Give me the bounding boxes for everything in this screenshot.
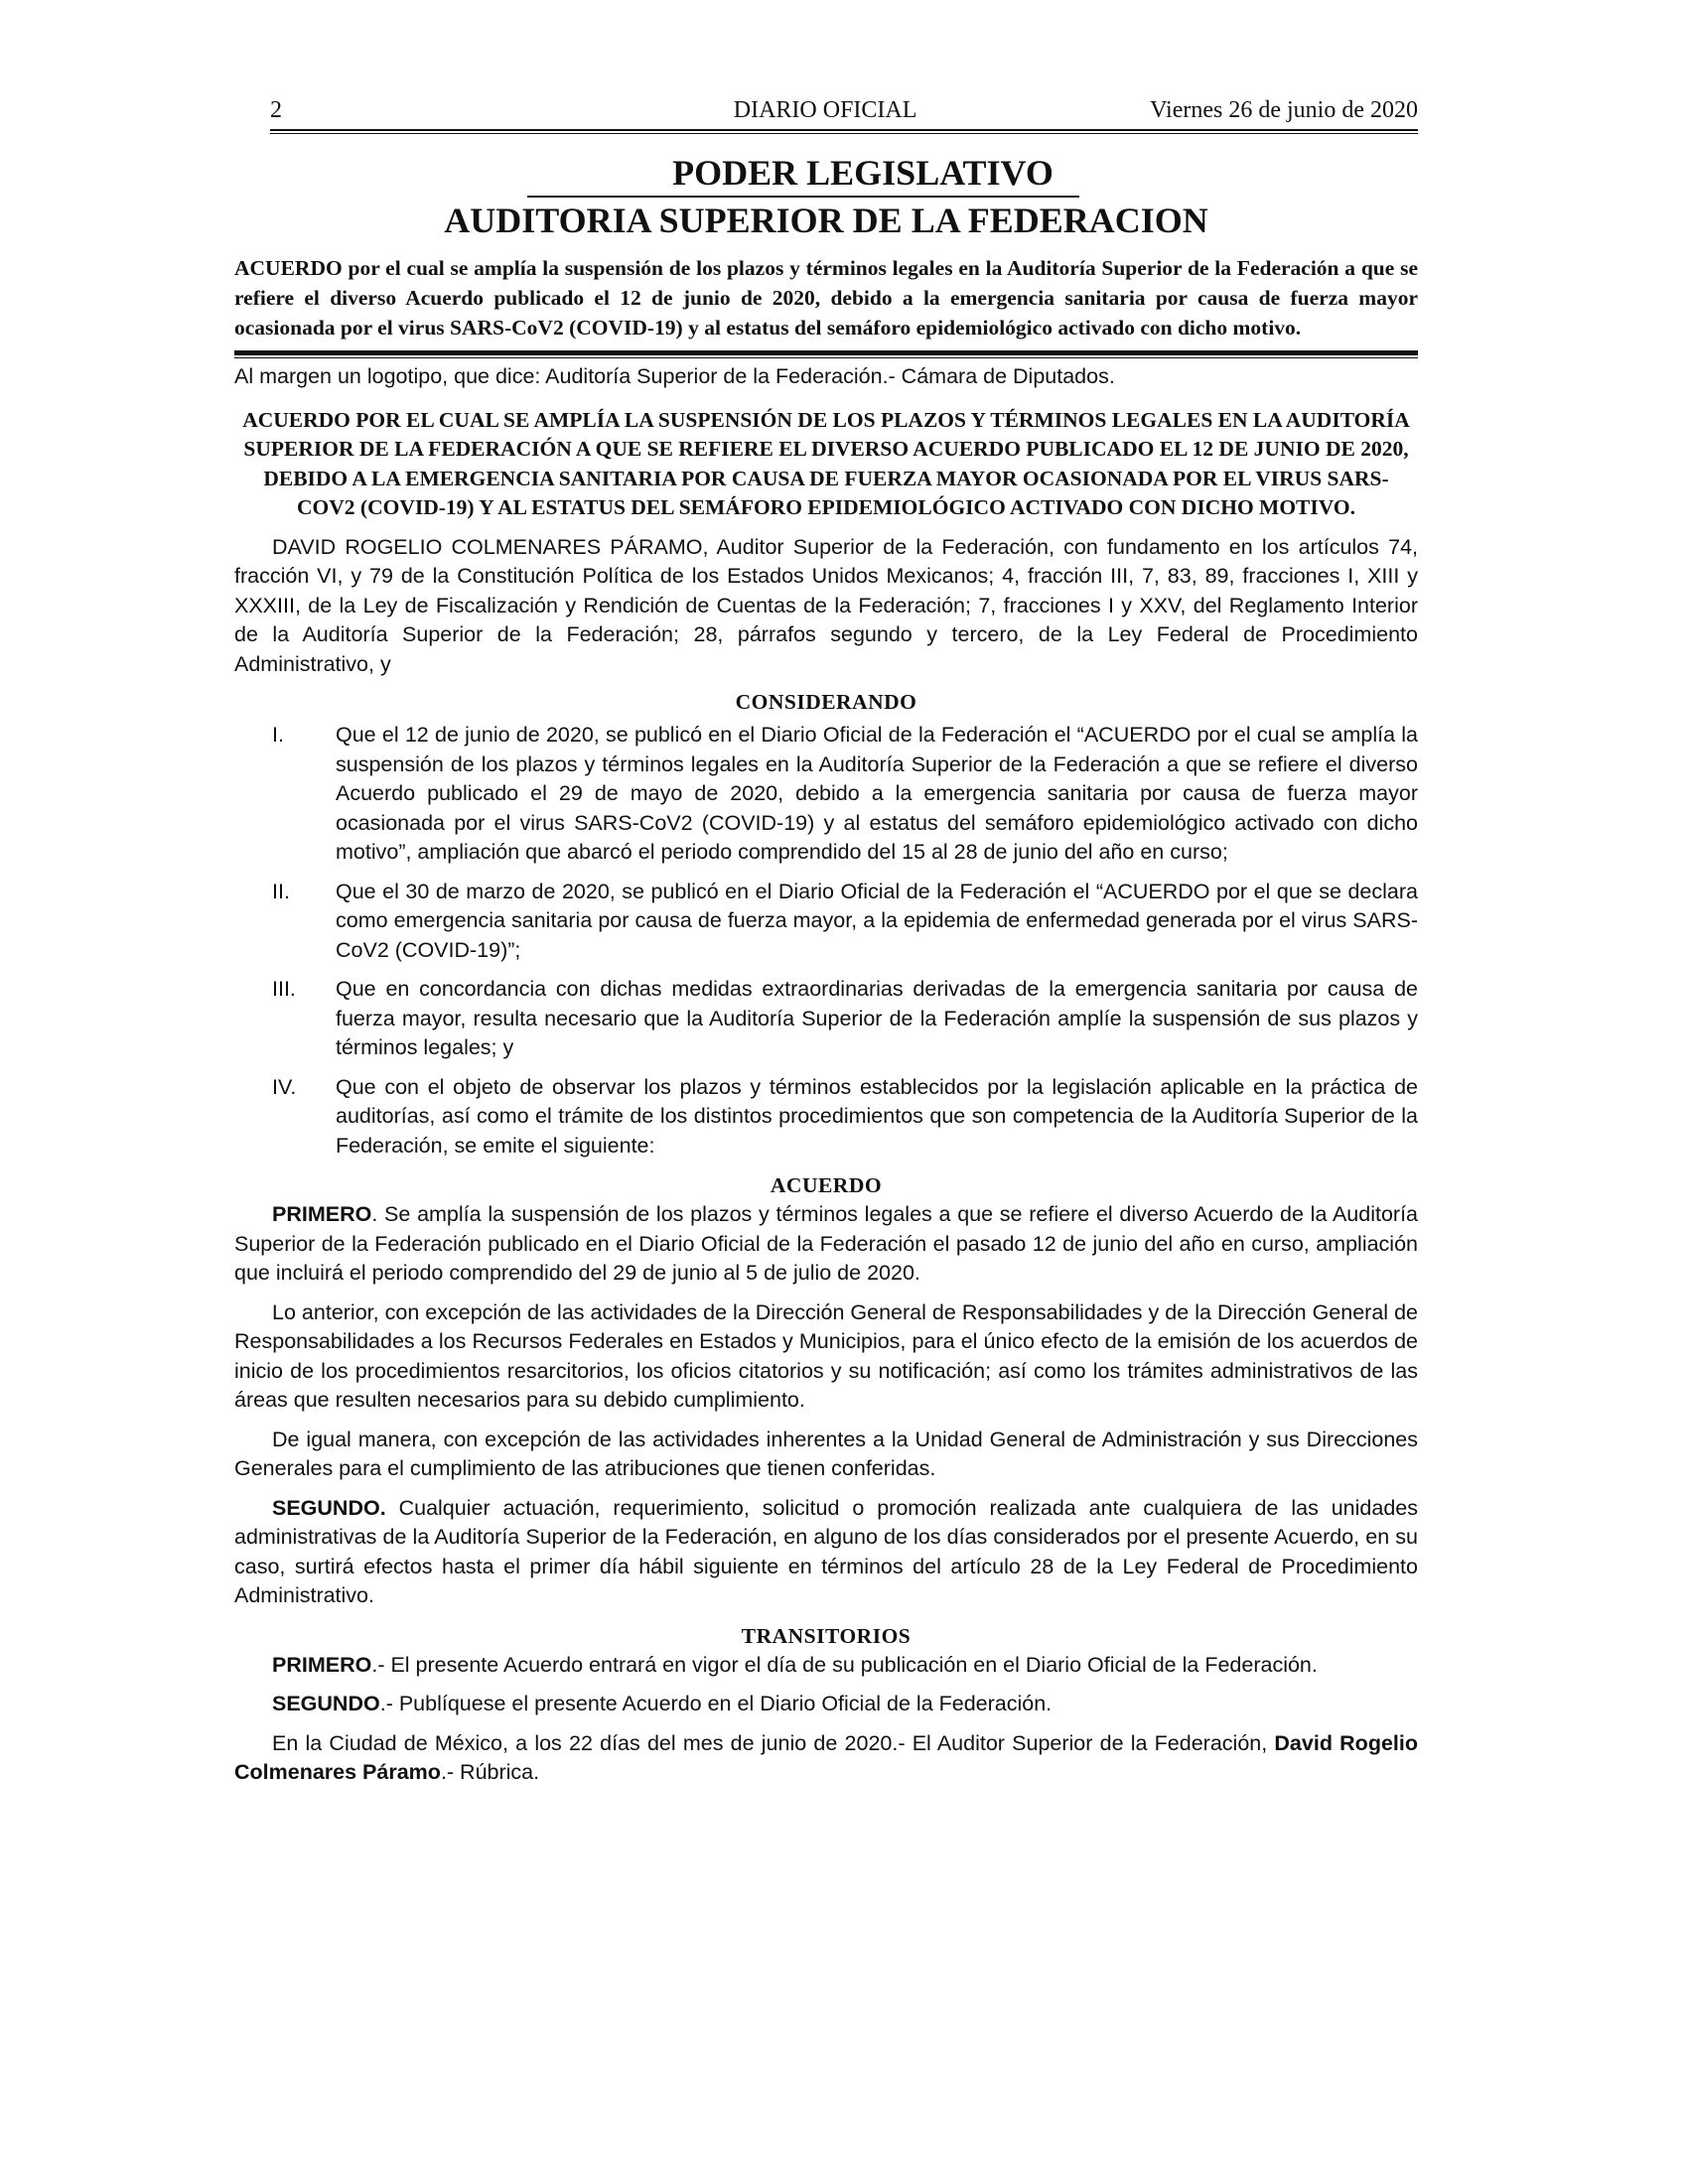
acuerdo-primero-text: . Se amplía la suspensión de los plazos y términos legales a que se refiere el diverso Acuerdo de la Auditoría Superior de la Federación publicado en el Diario Oficial de la Federación el pasado 12 de junio del año en curso, ampliación que incluirá el periodo comprendido del 29 de junio al 5 de julio de 2020. <box>234 1202 1418 1285</box>
list-item-text: Que el 12 de junio de 2020, se publicó en el Diario Oficial de la Federación el “ACUERDO por el cual se amplía la suspensión de los plazos y términos legales en la Auditoría Superior de la Federación a que se refiere el diverso Acuerdo publicado el 29 de mayo de 2020, debido a la emergencia sanitaria por causa de fuerza mayor ocasionada por el virus SARS-CoV2 (COVID-19) y al estatus del semáforo epidemiológico activado con dicho motivo”, ampliación que abarcó el periodo comprendido del 15 al 28 de junio del año en curso; <box>336 723 1418 864</box>
closing-suffix: .- Rúbrica. <box>440 1760 540 1784</box>
page-number: 2 <box>270 97 282 123</box>
acuerdo-segundo-text: Cualquier actuación, requerimiento, solicitud o promoción realizada ante cualquiera de las unidades administrativas de la Auditoría Superior de la Federación, en alguno de los días considerados por el presente Acuerdo, en su caso, surtirá efectos hasta el primer día hábil siguiente en términos del artículo 28 de la Ley Federal de Procedimiento Administrativo. <box>234 1495 1418 1607</box>
preamble-paragraph: DAVID ROGELIO COLMENARES PÁRAMO, Auditor Superior de la Federación, con fundamento en los artículos 74, fracción VI, y 79 de la Constitución Política de los Estados Unidos Mexicanos; 4, fracción III, 7, 83, 89, fracciones I, XIII y XXXIII, de la Ley de Fiscalización y Rendición de Cuentas de la Federación; 7, fracciones I y XXV, del Reglamento Interior de la Auditoría Superior de la Federación; 28, párrafos segundo y tercero, de la Ley Federal de Procedimiento Administrativo, y <box>234 534 1418 676</box>
document-page <box>234 95 1418 1788</box>
list-item-text: Que con el objeto de observar los plazos y términos establecidos por la legislación aplicable en la práctica de auditorías, así como el trámite de los distintos procedimientos que son competencia de la Auditoría Superior de la Federación, se emite el siguiente: <box>336 1074 1418 1158</box>
list-item-number: I. <box>272 723 284 747</box>
considerando-heading: CONSIDERANDO <box>735 690 917 714</box>
list-item-number: IV. <box>272 1074 297 1099</box>
acuerdo-paragraph-2: Lo anterior, con excepción de las actividades de la Dirección General de Responsabilidades y de la Dirección General de Responsabilidades a los Recursos Federales en Estados y Municipios, para el único efecto de la emisión de los acuerdos de inicio de los procedimientos resarcitorios, los oficios citatorios y su notificación; así como los trámites administrativos de las áreas que resulten necesarios para su debido cumplimiento. <box>234 1299 1418 1412</box>
entity-title: AUDITORIA SUPERIOR DE LA FEDERACION <box>444 201 1208 240</box>
list-item-text: Que el 30 de marzo de 2020, se publicó en el Diario Oficial de la Federación el “ACUERDO por el que se declara como emergencia sanitaria por causa de fuerza mayor, a la epidemia de enfermedad generada por el virus SARS-CoV2 (COVID-19)”; <box>336 879 1418 962</box>
acuerdo-paragraph-3: De igual manera, con excepción de las actividades inherentes a la Unidad General de Administración y sus Direcciones Generales para el cumplimiento de las atribuciones que tienen conferidas. <box>234 1427 1418 1480</box>
list-item <box>234 878 1418 966</box>
list-item <box>234 975 1418 1063</box>
header-rule-thin <box>270 133 1418 134</box>
transitorio-segundo-text: .- Publíquese el presente Acuerdo en el Diario Oficial de la Federación. <box>379 1692 1053 1715</box>
acuerdo-primero-label: PRIMERO <box>272 1202 372 1226</box>
acuerdo-segundo-label: SEGUNDO. <box>272 1495 386 1520</box>
transitorio-primero <box>234 1651 1418 1681</box>
transitorio-segundo <box>234 1690 1418 1719</box>
considerando-list <box>234 721 1418 1160</box>
acuerdo-primero <box>234 1200 1418 1289</box>
publication-date: Viernes 26 de junio de 2020 <box>1150 97 1418 123</box>
branch-title: PODER LEGISLATIVO <box>234 152 1418 198</box>
list-item-text: Que en concordancia con dichas medidas extraordinarias derivadas de la emergencia sanitaria por causa de fuerza mayor, resulta necesario que la Auditoría Superior de la Federación amplíe la suspensión de sus plazos y términos legales; y <box>336 977 1418 1059</box>
acuerdo-heading: ACUERDO <box>770 1173 883 1197</box>
summary-rule-thin <box>234 357 1418 358</box>
list-item <box>234 721 1418 868</box>
list-item-number: III. <box>272 977 296 1001</box>
summary-rule-thick <box>234 350 1418 355</box>
closing-paragraph <box>234 1729 1418 1788</box>
header-rule <box>270 129 1418 131</box>
transitorios-heading: TRANSITORIOS <box>741 1623 912 1648</box>
acuerdo-segundo <box>234 1494 1418 1611</box>
list-item-number: II. <box>272 879 290 903</box>
publication-name: DIARIO OFICIAL <box>733 97 917 123</box>
document-title: ACUERDO POR EL CUAL SE AMPLÍA LA SUSPENSIÓN DE LOS PLAZOS Y TÉRMINOS LEGALES EN LA AUDITORÍA SUPERIOR DE LA FEDERACIÓN A QUE SE REFIERE EL DIVERSO ACUERDO PUBLICADO EL 12 DE JUNIO DE 2020, DEBIDO A LA EMERGENCIA SANITARIA POR CAUSA DE FUERZA MAYOR OCASIONADA POR EL VIRUS SARS-COV2 (COVID-19) Y AL ESTATUS DEL SEMÁFORO EPIDEMIOLÓGICO ACTIVADO CON DICHO MOTIVO. <box>242 407 1410 519</box>
closing-text: En la Ciudad de México, a los 22 días del mes de junio de 2020.- El Auditor Superior de la Federación, <box>272 1730 1275 1755</box>
summary-text: ACUERDO por el cual se amplía la suspensión de los plazos y términos legales en la Auditoría Superior de la Federación a que se refiere el diverso Acuerdo publicado el 12 de junio de 2020, debido a la emergencia sanitaria por causa de fuerza mayor ocasionada por el virus SARS-CoV2 (COVID-19) y al estatus del semáforo epidemiológico activado con dicho motivo. <box>234 256 1418 340</box>
list-item <box>234 1073 1418 1161</box>
transitorio-primero-text: .- El presente Acuerdo entrará en vigor el día de su publicación en el Diario Oficial de la Federación. <box>371 1652 1318 1677</box>
margin-note: Al margen un logotipo, que dice: Auditoría Superior de la Federación.- Cámara de Diputados. <box>234 364 1115 388</box>
transitorio-primero-label: PRIMERO <box>272 1652 372 1677</box>
signer-name: David Rogelio Colmenares Páramo <box>234 1730 1418 1784</box>
transitorio-segundo-label: SEGUNDO <box>272 1692 380 1715</box>
running-header <box>234 95 1418 129</box>
section-heading <box>234 152 1418 243</box>
